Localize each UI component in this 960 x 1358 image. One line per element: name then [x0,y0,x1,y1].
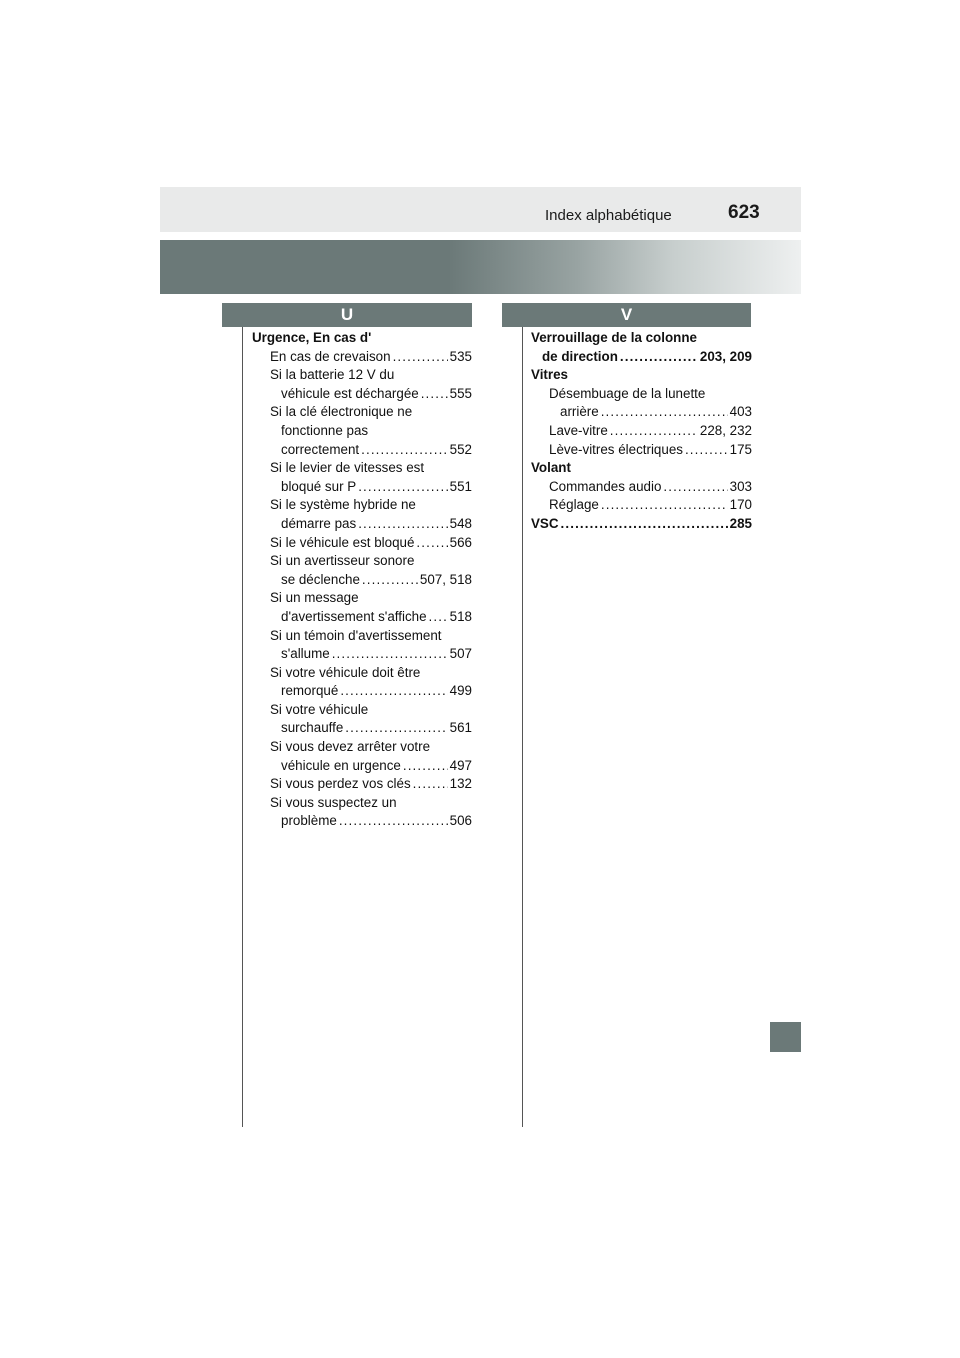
index-entry-line: Désembuage de la lunette [549,385,706,401]
page-ref: 403 [729,404,752,420]
page-ref: 228, 232 [699,422,752,438]
page-ref: 507, 518 [419,571,472,587]
index-entry[interactable]: VSC . . . 285 [531,515,752,534]
page-ref: 566 [449,534,472,550]
page-header-title: Index alphabétique [545,207,672,224]
section-letter-u: U [222,303,472,327]
page-ref: 506 [449,813,472,829]
index-entry[interactable]: Lave-vitre . . . 228, 232 [531,422,752,441]
index-entry[interactable]: arrière . . . 403 [531,403,752,422]
index-entry-line: Si votre véhicule [270,701,369,717]
page-ref: 507 [449,646,472,662]
index-entry[interactable]: véhicule en urgence . . . 497 [252,757,472,776]
page-ref: 551 [449,478,472,494]
index-entry[interactable]: s'allume . . . 507 [252,645,472,664]
index-entry[interactable]: Si vous perdez vos clés . . . 132 [252,775,472,794]
page-ref: 552 [449,441,472,457]
page-ref: 561 [449,720,472,736]
page-ref: 303 [729,478,752,494]
page-ref: 203, 209 [699,348,752,364]
page-number: 623 [728,202,760,223]
index-entry-line: Si le levier de vitesses est [270,460,425,476]
column-divider-right [522,327,523,1127]
index-entry[interactable]: démarre pas . . . 548 [252,515,472,534]
page-ref: 499 [449,683,472,699]
page-ref: 535 [449,348,472,364]
index-heading-volant: Volant [531,460,571,476]
index-entry[interactable]: surchauffe . . . 561 [252,719,472,738]
header-bar [160,187,801,232]
index-entry[interactable]: Lève-vitres électriques . . . 175 [531,441,752,460]
chapter-tab-marker [770,1022,801,1052]
column-divider-left [242,327,243,1127]
index-entry[interactable]: Commandes audio . . . 303 [531,478,752,497]
page-ref: 555 [449,385,472,401]
index-entry-line: Si le système hybride ne [270,497,416,513]
index-heading-urgence: Urgence, En cas d' [252,330,372,345]
index-entry[interactable]: bloqué sur P . . . 551 [252,478,472,497]
page-ref: 285 [729,515,752,531]
index-column-v [531,329,752,534]
decorative-band [160,240,801,294]
index-entry[interactable]: En cas de crevaison . . . 535 [252,348,472,367]
index-entry-line: Verrouillage de la colonne [531,330,697,345]
index-entry-line: Si votre véhicule doit être [270,664,421,680]
index-heading-vitres: Vitres [531,367,568,383]
index-entry[interactable]: remorqué . . . 499 [252,682,472,701]
index-entry[interactable]: se déclenche . . . 507, 518 [252,571,472,590]
index-entry-line: Si vous suspectez un [270,794,397,810]
index-column-u [252,329,472,831]
index-entry-line: Si la batterie 12 V du [270,367,395,383]
index-entry-line: Si la clé électronique ne [270,404,413,420]
section-letter-v: V [502,303,751,327]
page-ref: 518 [449,608,472,624]
index-entry[interactable]: de direction . . . 203, 209 [531,348,752,367]
page-ref: 497 [449,757,472,773]
index-entry-line: fonctionne pas [281,422,369,438]
page-ref: 132 [449,776,472,792]
page-ref: 175 [729,441,752,457]
index-entry-line: Si vous devez arrêter votre [270,739,431,755]
page-ref: 170 [729,497,752,513]
index-entry[interactable]: d'avertissement s'affiche . . . 518 [252,608,472,627]
index-entry-line: Si un avertisseur sonore [270,553,415,569]
index-entry[interactable]: correctement . . . 552 [252,441,472,460]
index-entry-line: Si un message [270,590,359,606]
index-entry[interactable]: véhicule est déchargée . . . 555 [252,385,472,404]
index-entry[interactable]: problème . . . 506 [252,812,472,831]
page-ref: 548 [449,515,472,531]
index-entry[interactable]: Réglage . . . 170 [531,496,752,515]
index-entry[interactable]: Si le véhicule est bloqué . . . 566 [252,534,472,553]
index-entry-line: Si un témoin d'avertissement [270,627,442,643]
